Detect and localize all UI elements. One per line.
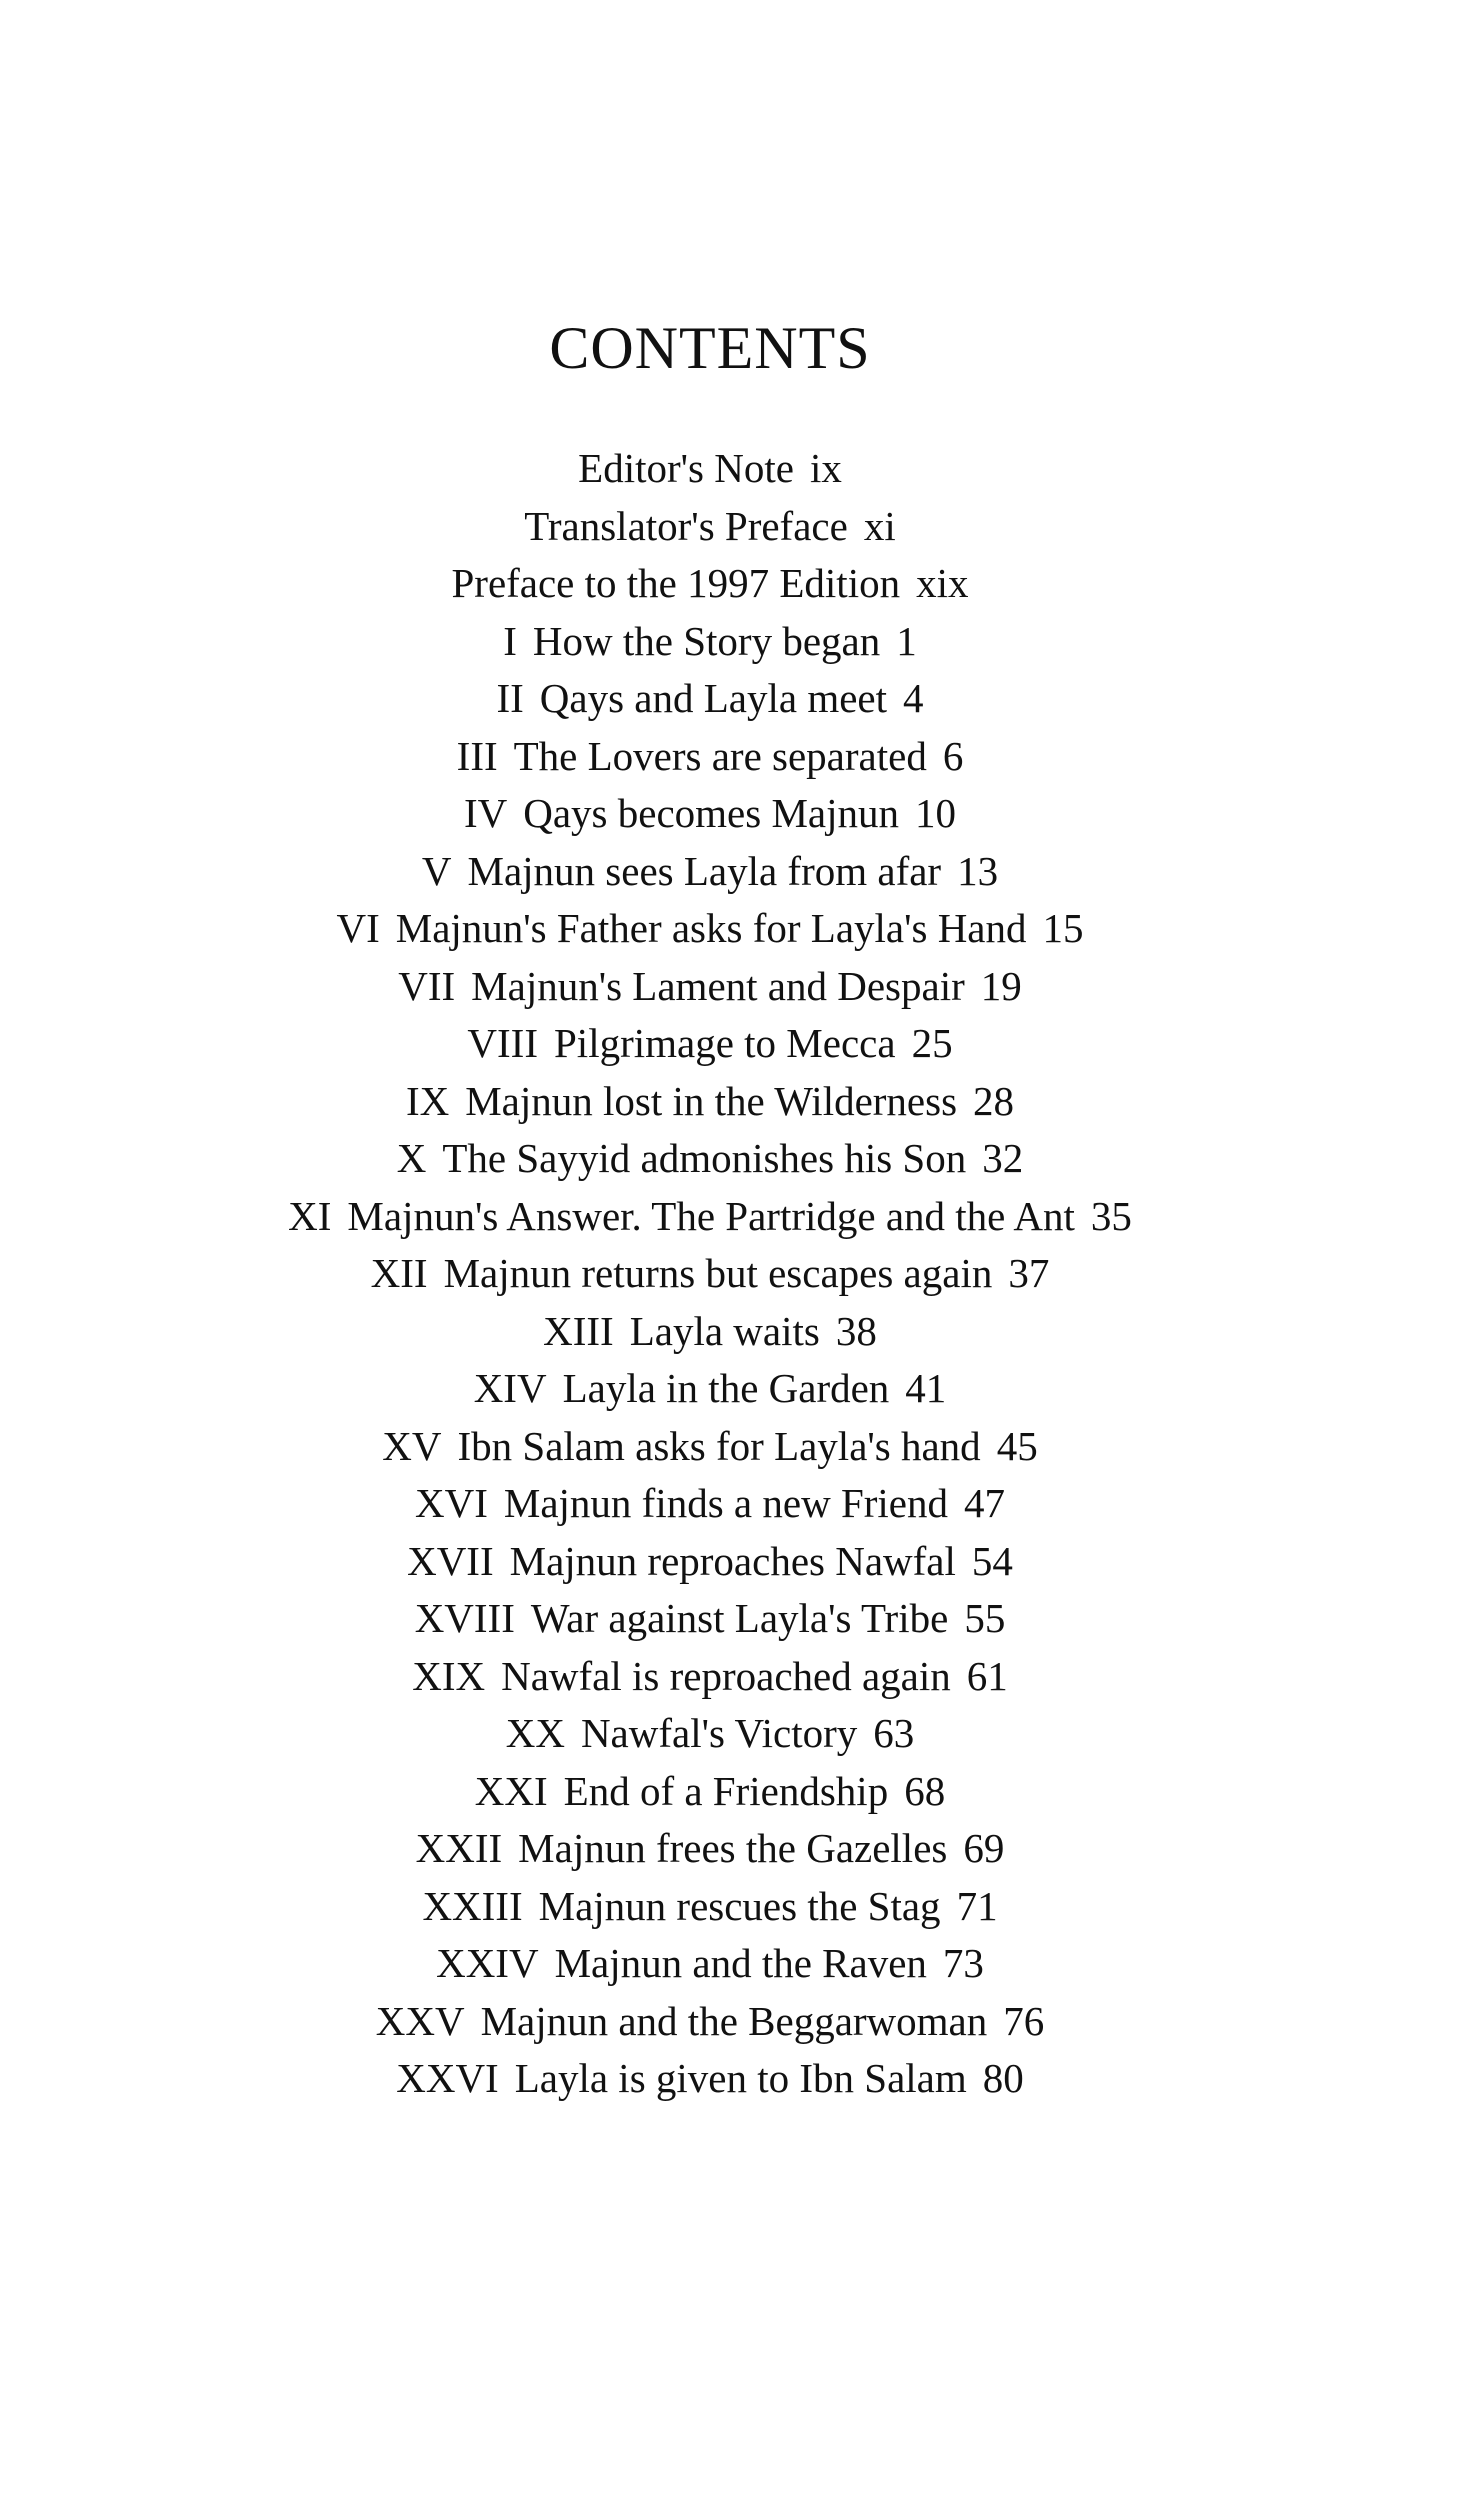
page-number: 68	[904, 1767, 946, 1814]
toc-entry	[0, 1015, 1420, 1073]
page-number: 69	[963, 1825, 1005, 1871]
chapter-title: Editor's Note	[578, 445, 794, 491]
chapter-title: Majnun lost in the Wilderness	[465, 1077, 958, 1124]
chapter-number: XIII	[543, 1307, 614, 1354]
chapter-number: VIII	[467, 1020, 538, 1066]
toc-entry	[0, 670, 1420, 728]
chapter-title: Nawfal is reproached again	[501, 1652, 951, 1699]
page-number: 54	[971, 1537, 1013, 1584]
chapter-title: Majnun's Lament and Despair	[471, 962, 965, 1009]
page-number: 4	[903, 675, 924, 721]
chapter-title: Majnun rescues the Stag	[538, 1882, 941, 1929]
chapter-number: XVII	[407, 1537, 494, 1584]
chapter-title: Ibn Salam asks for Layla's hand	[457, 1422, 981, 1469]
page-number: 19	[980, 962, 1022, 1009]
toc-entry	[0, 958, 1420, 1016]
chapter-number: XXII	[415, 1825, 503, 1871]
chapter-number: XX	[505, 1710, 565, 1756]
page-number: 38	[835, 1307, 877, 1354]
page-number: 73	[942, 1940, 984, 1986]
toc-entry	[0, 1073, 1420, 1131]
toc-entry	[0, 1130, 1420, 1188]
toc-entry	[0, 1763, 1420, 1821]
chapter-title: End of a Friendship	[563, 1767, 889, 1814]
chapter-number: IV	[463, 790, 508, 836]
toc-entry	[0, 613, 1420, 671]
chapter-title: Nawfal's Victory	[580, 1710, 858, 1756]
page-number: xi	[863, 502, 896, 549]
toc-entry	[0, 498, 1420, 556]
chapter-number: XXVI	[396, 2055, 499, 2101]
toc-entry	[0, 2050, 1420, 2108]
toc-entry	[0, 1590, 1420, 1648]
chapter-title: Layla is given to Ibn Salam	[514, 2055, 967, 2101]
chapter-title: Layla waits	[629, 1307, 820, 1354]
chapter-title: Majnun sees Layla from afar	[467, 847, 942, 894]
page-number: 6	[942, 732, 964, 779]
page-number: 55	[964, 1595, 1006, 1641]
chapter-title: Majnun returns but escapes again	[443, 1250, 993, 1296]
chapter-number: XIV	[473, 1365, 547, 1411]
page-title: CONTENTS	[549, 315, 871, 381]
chapter-number: XXV	[375, 1997, 465, 2044]
chapter-title: Majnun's Father asks for Layla's Hand	[395, 905, 1027, 951]
page-number: 76	[1003, 1997, 1045, 2044]
page-number: 47	[963, 1480, 1005, 1526]
chapter-number: XIX	[412, 1652, 486, 1699]
chapter-number: VI	[336, 905, 380, 951]
toc-entry	[0, 1360, 1420, 1418]
page-number: 35	[1090, 1192, 1132, 1239]
toc-entry	[0, 900, 1420, 958]
chapter-number: II	[496, 675, 524, 721]
chapter-number: XXI	[474, 1767, 548, 1814]
chapter-number: VII	[398, 962, 456, 1009]
page-number: 32	[982, 1135, 1024, 1181]
toc-entry	[0, 555, 1420, 613]
toc-entry	[0, 1878, 1420, 1936]
chapter-number: V	[421, 847, 452, 894]
chapter-title: Majnun's Answer. The Partridge and the Ant	[347, 1192, 1075, 1239]
toc-entry	[0, 1935, 1420, 1993]
chapter-title: Layla in the Garden	[562, 1365, 890, 1411]
page-number: 28	[973, 1077, 1015, 1124]
chapter-title: Majnun and the Raven	[554, 1940, 927, 1986]
toc-entry	[0, 440, 1420, 498]
toc-entry	[0, 1188, 1420, 1246]
chapter-number: XXIII	[422, 1882, 523, 1929]
chapter-number: III	[456, 732, 498, 779]
chapter-title: The Sayyid admonishes his Son	[442, 1135, 967, 1181]
toc-entry	[0, 1820, 1420, 1878]
page-number: 15	[1042, 905, 1084, 951]
toc-entry	[0, 728, 1420, 786]
toc-entry	[0, 785, 1420, 843]
chapter-number: IX	[405, 1077, 450, 1124]
toc-entry	[0, 1418, 1420, 1476]
chapter-title: Translator's Preface	[524, 502, 848, 549]
chapter-number: XII	[370, 1250, 428, 1296]
table-of-contents	[0, 440, 1420, 2108]
page-number: 1	[896, 617, 917, 664]
toc-entry	[0, 1533, 1420, 1591]
page-number: 10	[915, 790, 956, 836]
page-number: 45	[996, 1422, 1038, 1469]
toc-entry	[0, 1303, 1420, 1361]
chapter-number: XI	[288, 1192, 332, 1239]
chapter-title: Majnun and the Beggarwoman	[480, 1997, 988, 2044]
page-number: ix	[809, 445, 842, 491]
chapter-number: XXIV	[436, 1940, 539, 1986]
page-number: 63	[873, 1710, 915, 1756]
page-number: 80	[982, 2055, 1024, 2101]
chapter-title: How the Story began	[532, 617, 881, 664]
chapter-title: Majnun finds a new Friend	[503, 1480, 948, 1526]
chapter-title: Pilgrimage to Mecca	[554, 1020, 896, 1066]
chapter-number: XVIII	[414, 1595, 515, 1641]
page-number: 61	[966, 1652, 1008, 1699]
toc-entry	[0, 1648, 1420, 1706]
toc-entry	[0, 1245, 1420, 1303]
chapter-number: XVI	[415, 1480, 488, 1526]
chapter-number: X	[396, 1135, 427, 1181]
chapter-number: XV	[382, 1422, 442, 1469]
chapter-title: Majnun frees the Gazelles	[518, 1825, 948, 1871]
chapter-title: Majnun reproaches Nawfal	[509, 1537, 956, 1584]
chapter-title: War against Layla's Tribe	[530, 1595, 949, 1641]
page-number: 37	[1008, 1250, 1050, 1296]
toc-entry	[0, 1475, 1420, 1533]
chapter-title: Qays becomes Majnun	[523, 790, 899, 836]
toc-entry	[0, 843, 1420, 901]
chapter-title: Preface to the 1997 Edition	[451, 560, 901, 606]
chapter-title: The Lovers are separated	[513, 732, 927, 779]
toc-entry	[0, 1705, 1420, 1763]
chapter-number: I	[503, 617, 517, 664]
page-number: 71	[956, 1882, 998, 1929]
chapter-title: Qays and Layla meet	[539, 675, 888, 721]
page-number: 25	[911, 1020, 953, 1066]
page-number: 41	[905, 1365, 947, 1411]
page-number: xix	[916, 560, 969, 606]
page-number: 13	[957, 847, 999, 894]
toc-entry	[0, 1993, 1420, 2051]
